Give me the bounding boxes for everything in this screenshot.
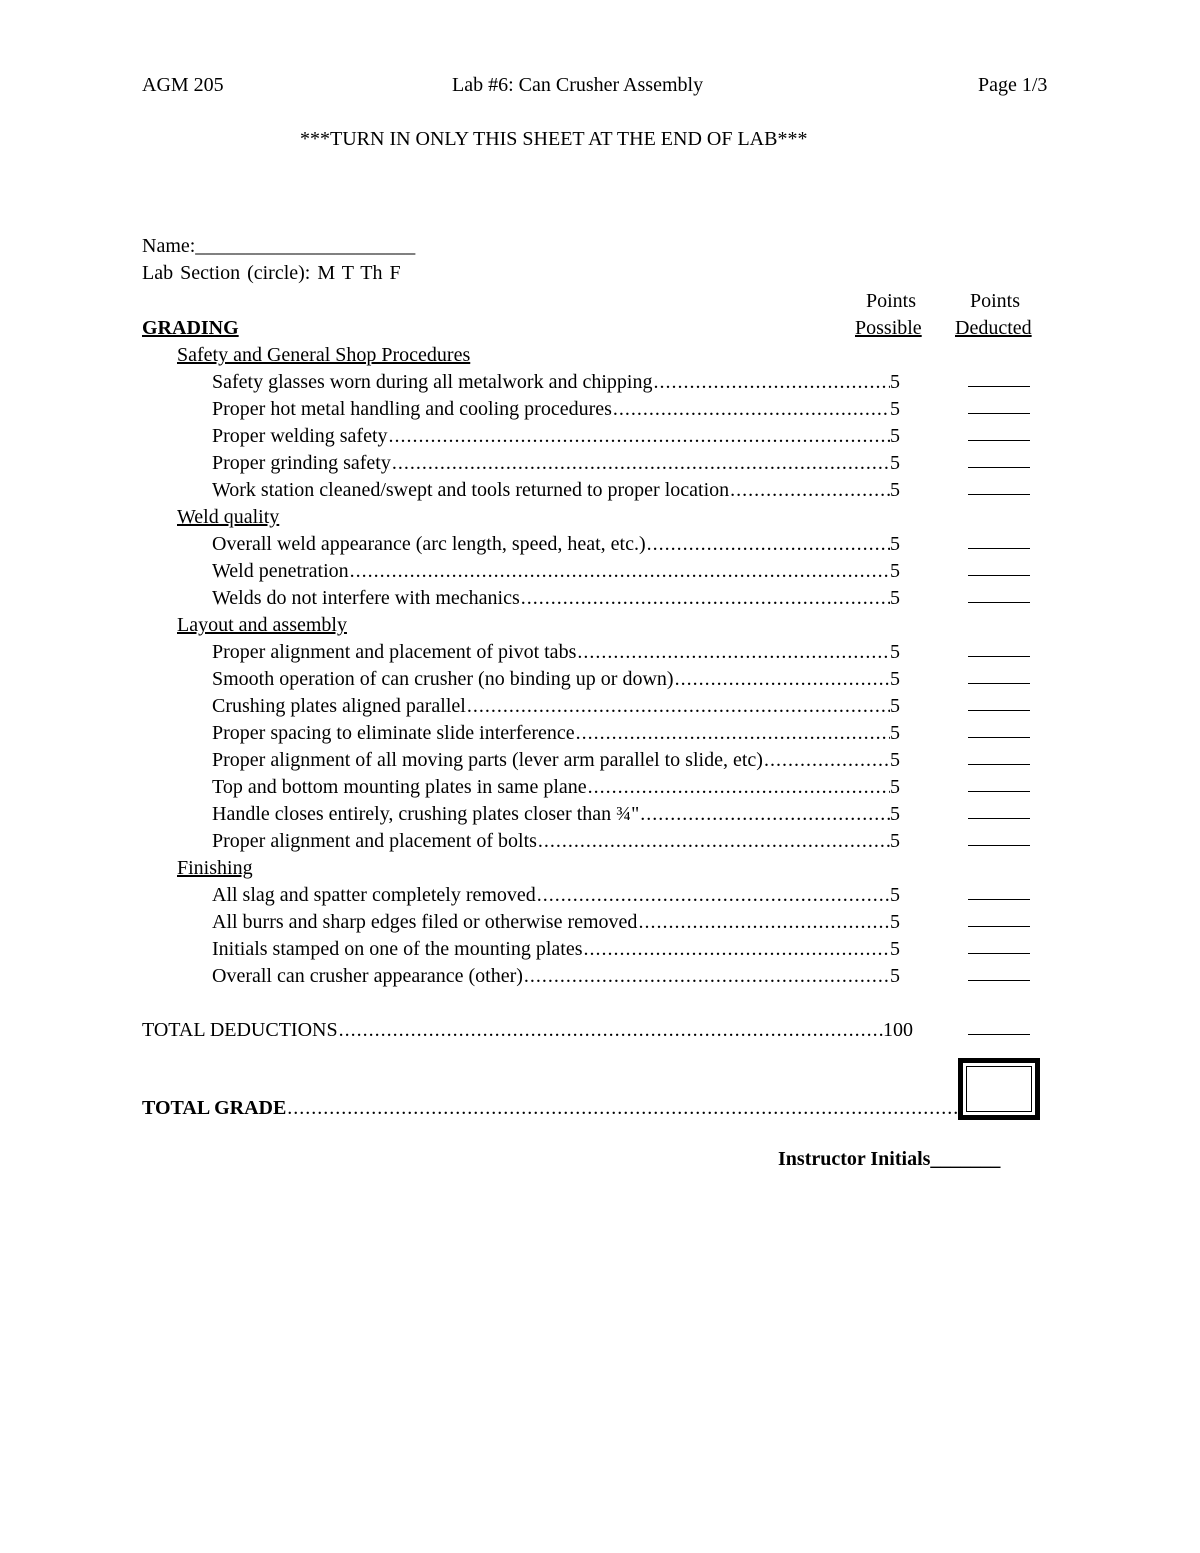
grading-item (212, 532, 900, 556)
item-points: 5 (890, 425, 900, 447)
item-points: 5 (890, 830, 900, 852)
dot-leader (764, 748, 890, 772)
item-label: Overall weld appearance (arc length, speed, heat, etc.) (212, 533, 646, 555)
dot-leader (392, 451, 890, 475)
dot-leader (584, 937, 891, 961)
grading-item (212, 964, 900, 988)
deduction-blank[interactable] (968, 601, 1030, 603)
grading-item (212, 478, 900, 502)
deduction-blank[interactable] (968, 493, 1030, 495)
points-possible-header: Possible (855, 317, 922, 339)
dot-leader (389, 424, 890, 448)
total-deductions-row (142, 1018, 913, 1042)
item-label: Overall can crusher appearance (other) (212, 965, 523, 987)
item-points: 5 (890, 938, 900, 960)
category-weld-quality: Weld quality (177, 506, 280, 528)
grading-item (212, 667, 900, 691)
dot-leader (524, 964, 890, 988)
item-points: 5 (890, 668, 900, 690)
grading-item (212, 775, 900, 799)
total-deductions-points: 100 (883, 1019, 913, 1041)
dot-leader (350, 559, 890, 583)
grading-item (212, 586, 900, 610)
deduction-blank[interactable] (968, 736, 1030, 738)
grading-item (212, 397, 900, 421)
deduction-blank[interactable] (968, 655, 1030, 657)
deduction-blank[interactable] (968, 925, 1030, 927)
grading-item (212, 694, 900, 718)
item-label: Top and bottom mounting plates in same plane (212, 776, 587, 798)
item-label: Proper alignment of all moving parts (lever arm parallel to slide, etc) (212, 749, 763, 771)
dot-leader (613, 397, 890, 421)
deduction-blank[interactable] (968, 574, 1030, 576)
item-points: 5 (890, 722, 900, 744)
deduction-blank[interactable] (968, 385, 1030, 387)
category-safety: Safety and General Shop Procedures (177, 344, 471, 366)
total-grade-label: TOTAL GRADE (142, 1097, 287, 1119)
grading-item (212, 370, 900, 394)
name-field[interactable]: Name:______________________ (142, 235, 416, 257)
deduction-blank[interactable] (968, 952, 1030, 954)
item-label: Crushing plates aligned parallel (212, 695, 466, 717)
deduction-blank[interactable] (968, 466, 1030, 468)
total-deductions-label: TOTAL DEDUCTIONS (142, 1019, 338, 1041)
item-label: Welds do not interfere with mechanics (212, 587, 520, 609)
grading-item (212, 910, 900, 934)
dot-leader (675, 667, 890, 691)
category-layout-assembly: Layout and assembly (177, 614, 347, 636)
grading-item (212, 883, 900, 907)
grading-heading: GRADING (142, 317, 239, 339)
instructor-initials-field[interactable]: Instructor Initials_______ (778, 1148, 1001, 1170)
item-points: 5 (890, 371, 900, 393)
deduction-blank[interactable] (968, 682, 1030, 684)
deduction-blank[interactable] (968, 979, 1030, 981)
deduction-blank[interactable] (968, 439, 1030, 441)
deduction-blank[interactable] (968, 817, 1030, 819)
item-points: 5 (890, 641, 900, 663)
dot-leader (467, 694, 890, 718)
deduction-blank[interactable] (968, 763, 1030, 765)
points-deducted-header: Deducted (955, 317, 1032, 339)
dot-leader (576, 721, 890, 745)
dot-leader (638, 910, 890, 934)
item-points: 5 (890, 533, 900, 555)
dot-leader (647, 532, 890, 556)
dot-leader (287, 1096, 958, 1120)
deduction-blank[interactable] (968, 709, 1030, 711)
course-code: AGM 205 (142, 74, 224, 96)
deduction-blank[interactable] (968, 547, 1030, 549)
dot-leader (640, 802, 890, 826)
item-label: All slag and spatter completely removed (212, 884, 536, 906)
page-number: Page 1/3 (978, 74, 1048, 96)
item-points: 5 (890, 749, 900, 771)
item-label: Safety glasses worn during all metalwork and chipping (212, 371, 653, 393)
item-label: Proper alignment and placement of bolts (212, 830, 537, 852)
item-label: All burrs and sharp edges filed or otherwise removed (212, 911, 638, 933)
item-label: Work station cleaned/swept and tools returned to proper location (212, 479, 730, 501)
dot-leader (653, 370, 890, 394)
grading-item (212, 640, 900, 664)
item-label: Proper welding safety (212, 425, 388, 447)
category-finishing: Finishing (177, 857, 253, 879)
item-label: Proper grinding safety (212, 452, 391, 474)
deduction-blank[interactable] (968, 898, 1030, 900)
item-points: 5 (890, 695, 900, 717)
item-points: 5 (890, 965, 900, 987)
item-points: 5 (890, 560, 900, 582)
dot-leader (339, 1018, 883, 1042)
item-points: 5 (890, 398, 900, 420)
item-points: 5 (890, 884, 900, 906)
item-points: 5 (890, 776, 900, 798)
dot-leader (588, 775, 890, 799)
item-points: 5 (890, 587, 900, 609)
deduction-blank[interactable] (968, 412, 1030, 414)
item-label: Proper hot metal handling and cooling procedures (212, 398, 612, 420)
dot-leader (577, 640, 890, 664)
deduction-blank[interactable] (968, 790, 1030, 792)
total-grade-box[interactable] (958, 1058, 1040, 1120)
item-points: 5 (890, 911, 900, 933)
grading-item (212, 748, 900, 772)
points-possible-header-top: Points (866, 290, 917, 312)
turn-in-notice: ***TURN IN ONLY THIS SHEET AT THE END OF LAB*** (300, 128, 808, 150)
total-deductions-blank[interactable] (968, 1033, 1030, 1035)
dot-leader (521, 586, 890, 610)
lab-title: Lab #6: Can Crusher Assembly (452, 74, 704, 96)
item-label: Proper alignment and placement of pivot tabs (212, 641, 577, 663)
dot-leader (537, 883, 890, 907)
grading-item (212, 802, 900, 826)
grading-item (212, 937, 900, 961)
item-points: 5 (890, 803, 900, 825)
item-points: 5 (890, 452, 900, 474)
lab-section-field[interactable]: Lab Section (circle): M T Th F (142, 262, 401, 284)
item-label: Weld penetration (212, 560, 349, 582)
grading-item (212, 424, 900, 448)
grading-item (212, 829, 900, 853)
dot-leader (730, 478, 890, 502)
item-label: Initials stamped on one of the mounting plates (212, 938, 583, 960)
grading-item (212, 559, 900, 583)
grading-item (212, 451, 900, 475)
dot-leader (538, 829, 890, 853)
points-deducted-header-top: Points (970, 290, 1021, 312)
item-label: Handle closes entirely, crushing plates closer than ¾" (212, 803, 640, 825)
grading-item (212, 721, 900, 745)
item-label: Smooth operation of can crusher (no binding up or down) (212, 668, 674, 690)
total-grade-row (142, 1096, 958, 1120)
deduction-blank[interactable] (968, 844, 1030, 846)
item-points: 5 (890, 479, 900, 501)
item-label: Proper spacing to eliminate slide interference (212, 722, 575, 744)
